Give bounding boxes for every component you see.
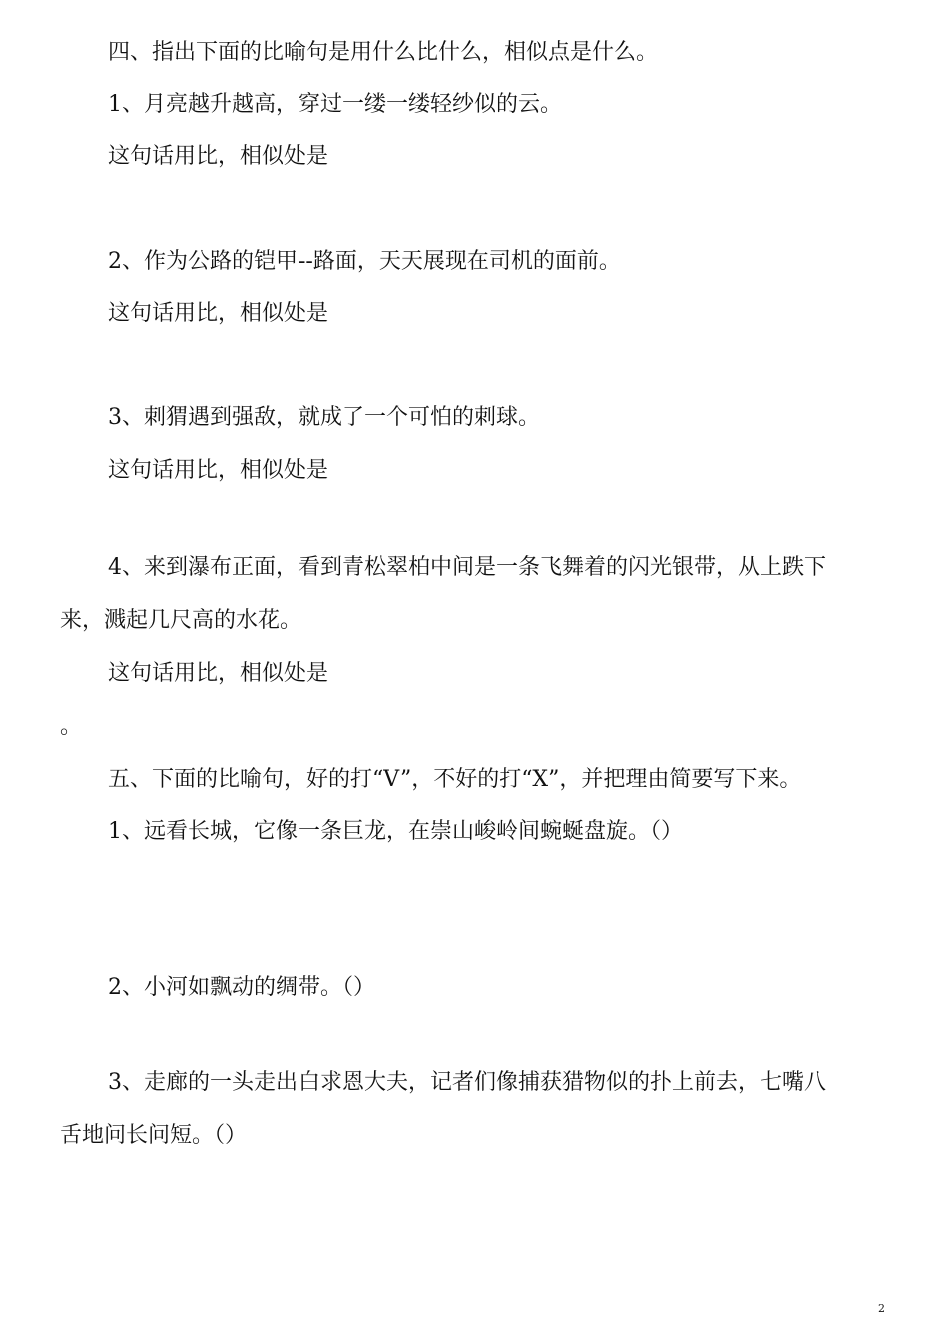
page-number: 2 bbox=[878, 1302, 885, 1315]
section4-item3-sentence: 3、刺猬遇到强敌，就成了一个可怕的刺球。 bbox=[108, 405, 540, 430]
section4-heading: 四、指出下面的比喻句是用什么比什么，相似点是什么。 bbox=[108, 40, 659, 65]
section4-item2-sentence: 2、作为公路的铠甲--路面，天天展现在司机的面前。 bbox=[108, 249, 621, 274]
section5-item3-sentence-line1: 3、走廊的一头走出白求恩大夫，记者们像捕获猎物似的扑上前去，七嘴八 bbox=[108, 1070, 826, 1095]
section5-item1-sentence: 1、远看长城，它像一条巨龙，在崇山峻岭间蜿蜒盘旋。（） bbox=[108, 819, 683, 844]
section4-item4-sentence-line1: 4、来到瀑布正面，看到青松翠柏中间是一条飞舞着的闪光银带，从上跌下 bbox=[108, 555, 826, 580]
section4-item1-answer-prompt: 这句话用比，相似处是 bbox=[108, 144, 329, 169]
section4-item4-trailing-period: 。 bbox=[60, 714, 83, 739]
section5-heading: 五、下面的比喻句，好的打“V”，不好的打“X”，并把理由简要写下来。 bbox=[108, 767, 802, 792]
section5-item3-sentence-line2: 舌地问长问短。（） bbox=[60, 1123, 248, 1148]
section5-item2-sentence: 2、小河如飘动的绸带。（） bbox=[108, 975, 375, 1000]
section4-item4-sentence-line2: 来，溅起几尺高的水花。 bbox=[60, 608, 303, 633]
section4-item2-answer-prompt: 这句话用比，相似处是 bbox=[108, 301, 329, 326]
section4-item4-answer-prompt: 这句话用比，相似处是 bbox=[108, 661, 329, 686]
section4-item3-answer-prompt: 这句话用比，相似处是 bbox=[108, 458, 329, 483]
section4-item1-sentence: 1、月亮越升越高，穿过一缕一缕轻纱似的云。 bbox=[108, 92, 562, 117]
